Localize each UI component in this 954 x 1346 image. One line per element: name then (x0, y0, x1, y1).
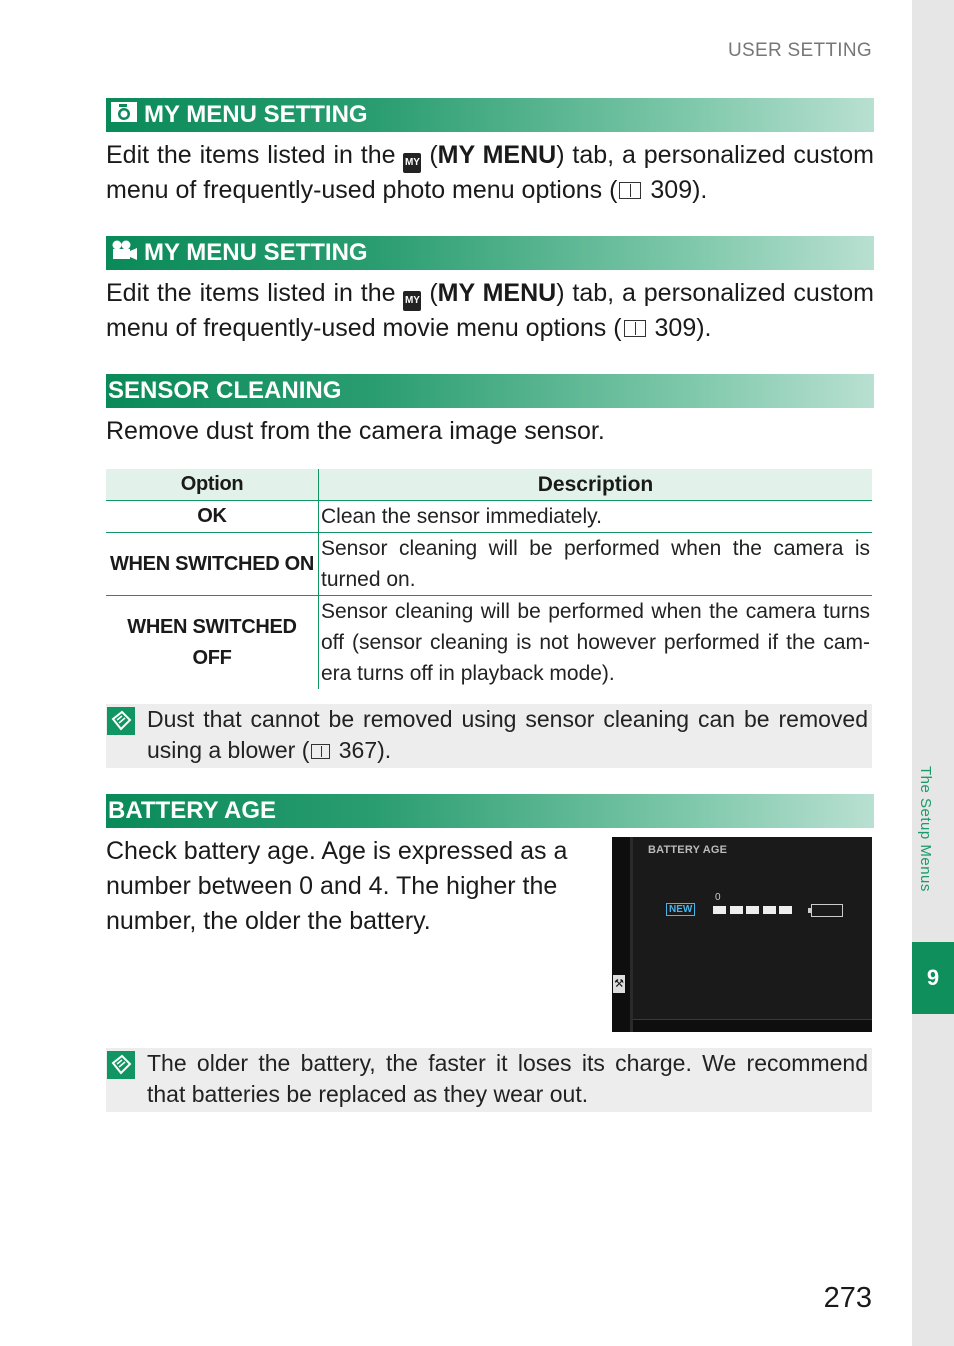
description-cell: Sensor cleaning will be performed when the camera is turned on. (319, 533, 873, 596)
option-cell: OK (106, 501, 319, 533)
column-header-description: Description (319, 469, 873, 501)
battery-age-value: 0 (715, 892, 721, 903)
option-cell: WHEN SWITCHED ON (106, 533, 319, 596)
table-header-row (106, 469, 872, 501)
section-title: SENSOR CLEANING (108, 377, 342, 404)
section-header-movie-my-menu (106, 236, 874, 270)
wrench-icon: ⚒ (613, 975, 625, 993)
page-reference-icon (624, 320, 646, 337)
table-row (106, 533, 872, 596)
screen-title: BATTERY AGE (648, 844, 728, 856)
sensor-cleaning-options-table (106, 469, 872, 689)
section-title: BATTERY AGE (108, 797, 277, 824)
chapter-sidebar (912, 0, 954, 1346)
section-header-photo-my-menu (106, 98, 874, 132)
page-reference[interactable]: 309). (647, 314, 712, 342)
my-menu-tab-name: MY MENU (437, 279, 557, 307)
running-header: USER SETTING (727, 40, 872, 61)
section-title: MY MENU SETTING (144, 101, 368, 128)
table-row (106, 596, 872, 690)
my-menu-tab-icon: MY (403, 153, 421, 173)
page-reference-icon (619, 182, 641, 199)
screen-left-bar (612, 837, 633, 1032)
note-icon (107, 1051, 135, 1079)
movie-my-menu-description: Edit the items listed in the MY (MY MENU) tab, a personalized custom menu of frequently-used movie menu options ( 309). (106, 279, 874, 342)
camera-icon (110, 101, 138, 130)
battery-age-segment (779, 906, 792, 914)
sensor-cleaning-note: Dust that cannot be removed using sensor cleaning can be removed using a blower ( 367). (106, 704, 872, 768)
section-header-battery-age (106, 794, 874, 828)
note-icon (107, 707, 135, 735)
sensor-cleaning-intro: Remove dust from the camera image sensor. (106, 417, 605, 445)
battery-age-note: The older the battery, the faster it loses its charge. We recommend that batteries be replaced as they wear out. (106, 1048, 872, 1112)
movie-camera-icon (110, 239, 138, 268)
description-cell: Clean the sensor immediately. (319, 501, 873, 533)
photo-my-menu-description: Edit the items listed in the MY (MY MENU) tab, a personalized custom menu of frequently-used photo menu options ( 309). (106, 141, 874, 204)
section-header-sensor-cleaning (106, 374, 874, 408)
column-header-option: Option (106, 469, 319, 501)
battery-age-segment (713, 906, 726, 914)
my-menu-tab-name: MY MENU (437, 141, 557, 169)
page-reference[interactable]: 367). (332, 737, 392, 763)
new-battery-badge: NEW (666, 903, 695, 916)
old-battery-icon (811, 904, 843, 917)
chapter-title: The Setup Menus (917, 766, 934, 892)
battery-age-screen-image (612, 837, 872, 1032)
screen-bottom-bar (633, 1019, 872, 1032)
chapter-number-tab[interactable]: 9 (912, 942, 954, 1014)
page-reference[interactable]: 309). (643, 176, 708, 204)
battery-age-segment (730, 906, 743, 914)
option-cell: WHEN SWITCHED OFF (106, 596, 319, 690)
battery-age-description: Check battery age. Age is expressed as a number between 0 and 4. The higher the number, the older the battery. (106, 837, 568, 935)
table-row (106, 501, 872, 533)
battery-age-segment (763, 906, 776, 914)
page-number: 273 (823, 1282, 872, 1314)
section-title: MY MENU SETTING (144, 239, 368, 266)
battery-age-segment (746, 906, 759, 914)
page-reference-icon (311, 744, 330, 759)
my-menu-tab-icon: MY (403, 291, 421, 311)
description-cell: Sensor cleaning will be performed when the camera turns off (sensor cleaning is not however performed if the camera turns off in playback mode). (321, 600, 870, 685)
